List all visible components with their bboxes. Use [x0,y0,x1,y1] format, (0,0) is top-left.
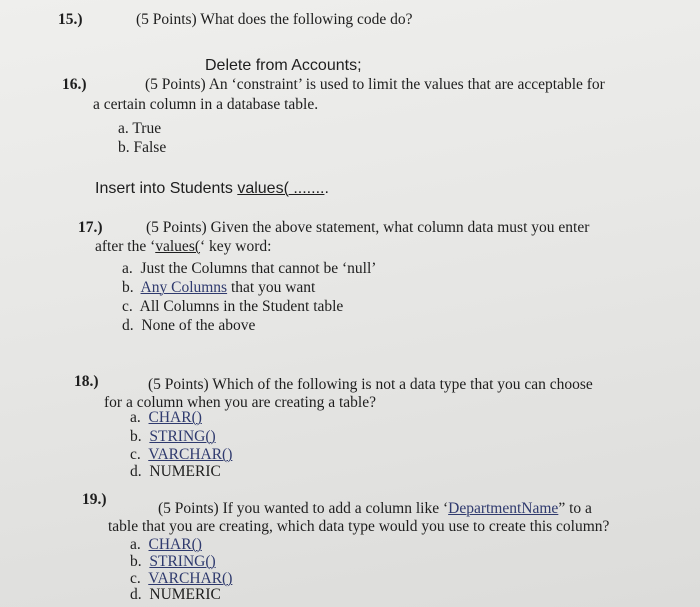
q16-prompt-line2: a certain column in a database table. [93,96,319,113]
q16-number: 16.) [62,76,87,93]
q19-option-a: a. CHAR() [130,536,202,553]
q16-option-a: a. True [118,120,162,137]
q18-option-b: b. STRING() [130,428,216,445]
q17-option-d: d. None of the above [122,317,256,334]
q17-option-c: c. All Columns in the Student table [122,298,344,315]
q18-option-c: c. VARCHAR() [130,446,233,463]
q19-prompt-line2: table that you are creating, which data type would you use to create this column? [108,518,610,535]
q19-option-b: b. STRING() [130,553,216,570]
q19-prompt-line1: (5 Points) If you wanted to add a column like ‘DepartmentName” to a [158,500,592,517]
insert-statement: Insert into Students values( ........ [95,180,329,197]
q19-number: 19.) [82,491,107,508]
q17-prompt-line1: (5 Points) Given the above statement, what column data must you enter [146,219,590,236]
q15-number: 15.) [58,11,83,28]
q17-option-a: a. Just the Columns that cannot be ‘null’ [122,260,377,277]
q18-prompt-line1: (5 Points) Which of the following is not a data type that you can choose [148,376,593,393]
q19-option-d: d. NUMERIC [130,586,221,603]
q15-code: Delete from Accounts; [205,57,362,74]
q18-option-d: d. NUMERIC [130,463,221,480]
q17-option-b: b. Any Columns that you want [122,279,316,296]
q17-prompt-line2: after the ‘values(‘ key word: [95,238,272,255]
q16-prompt-line1: (5 Points) An ‘constraint’ is used to limit the values that are acceptable for [145,76,605,93]
q16-option-b: b. False [118,139,167,156]
q17-number: 17.) [78,219,103,236]
q18-number: 18.) [74,373,99,390]
q19-option-c: c. VARCHAR() [130,570,233,587]
q18-option-a: a. CHAR() [130,409,202,426]
q15-prompt: (5 Points) What does the following code do? [136,11,413,28]
q18-prompt-line2: for a column when you are creating a table? [104,394,376,411]
